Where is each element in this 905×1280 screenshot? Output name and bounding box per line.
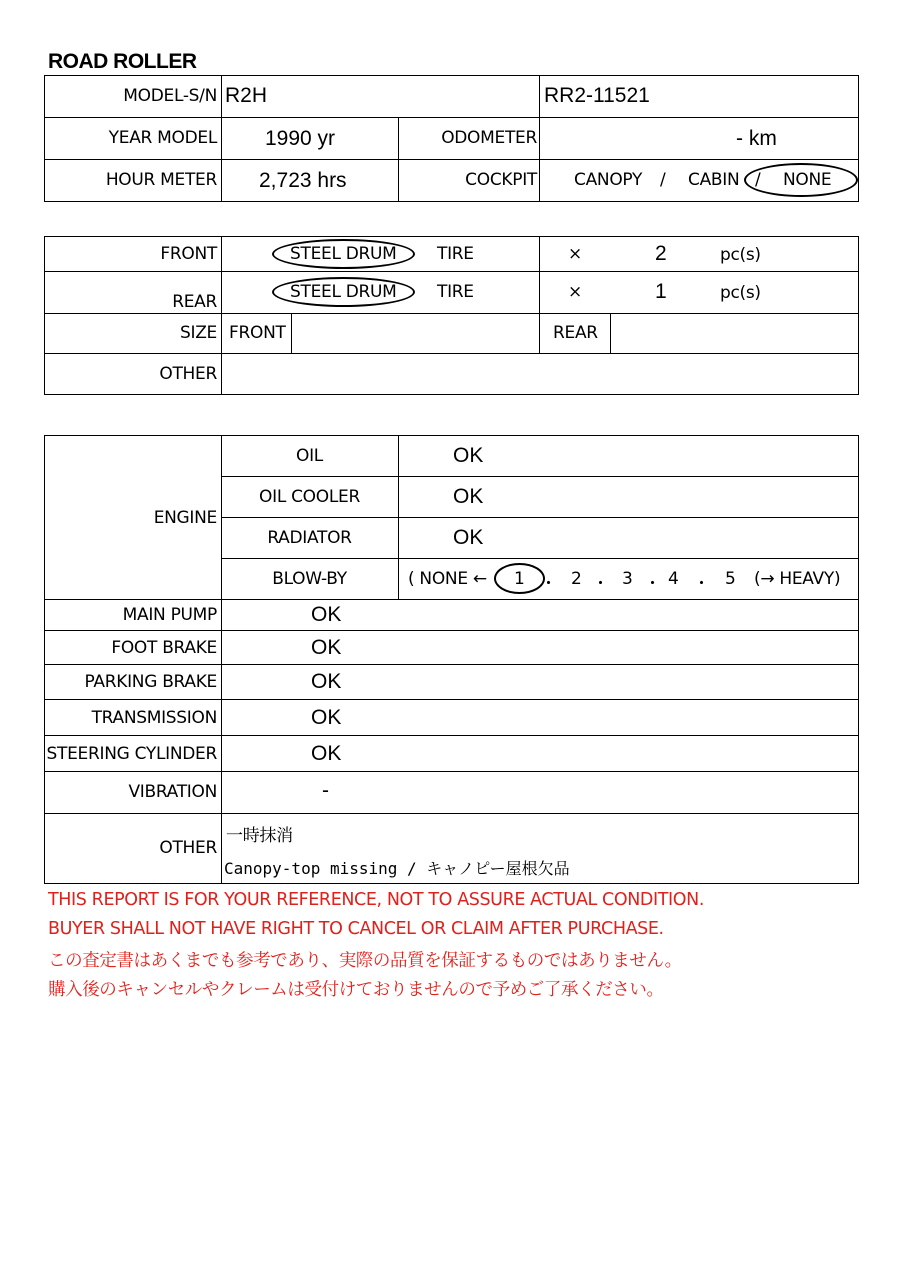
disclaimer-line-3: この査定書はあくまでも参考であり、実際の品質を保証するものではありません。 bbox=[48, 951, 682, 971]
front-times: × bbox=[568, 244, 582, 264]
wheels-other-label: OTHER bbox=[159, 364, 217, 384]
blowby-none: ( NONE ← bbox=[408, 569, 487, 589]
disclaimer-line-1: THIS REPORT IS FOR YOUR REFERENCE, NOT TO ASSURE ACTUAL CONDITION. bbox=[48, 890, 705, 910]
inspection-table bbox=[44, 435, 859, 884]
cockpit-separator: / bbox=[755, 170, 761, 190]
rear-label: REAR bbox=[172, 292, 217, 312]
hour-meter-value: 2,723 hrs bbox=[259, 169, 347, 192]
cockpit-option-canopy: CANOPY bbox=[574, 170, 643, 190]
steering-cylinder-value: OK bbox=[311, 742, 342, 765]
transmission-value: OK bbox=[311, 706, 342, 729]
radiator-label: RADIATOR bbox=[267, 528, 352, 548]
blowby-sep: ・ bbox=[540, 574, 557, 594]
oil-value: OK bbox=[453, 444, 484, 467]
rear-tire-label: TIRE bbox=[437, 282, 474, 302]
year-model-value: 1990 yr bbox=[265, 127, 336, 150]
disclaimer-line-2: BUYER SHALL NOT HAVE RIGHT TO CANCEL OR CLAIM AFTER PURCHASE. bbox=[48, 919, 664, 939]
report-title: ROAD ROLLER bbox=[48, 50, 197, 73]
oil-cooler-value: OK bbox=[453, 485, 484, 508]
model-value: R2H bbox=[225, 84, 268, 107]
blowby-sep: ・ bbox=[592, 574, 609, 594]
cockpit-option-cabin: CABIN bbox=[688, 170, 740, 190]
blowby-level-3: 3 bbox=[622, 569, 633, 589]
oil-cooler-label: OIL COOLER bbox=[259, 487, 360, 507]
cockpit-option-none: NONE bbox=[783, 170, 832, 190]
main-pump-label: MAIN PUMP bbox=[122, 605, 217, 625]
size-rear-label: REAR bbox=[553, 323, 598, 343]
front-unit: pc(s) bbox=[720, 245, 761, 265]
inspection-other-label: OTHER bbox=[159, 838, 217, 858]
engine-label: ENGINE bbox=[153, 508, 217, 528]
cockpit-selected-circle bbox=[744, 163, 858, 197]
radiator-value: OK bbox=[453, 526, 484, 549]
size-front-label: FRONT bbox=[229, 323, 286, 343]
front-type: STEEL DRUM bbox=[290, 244, 397, 264]
foot-brake-value: OK bbox=[311, 636, 342, 659]
cockpit-label: COCKPIT bbox=[465, 170, 537, 190]
rear-unit: pc(s) bbox=[720, 283, 761, 303]
front-type-circle bbox=[272, 239, 415, 269]
blowby-label: BLOW-BY bbox=[272, 569, 347, 589]
rear-times: × bbox=[568, 282, 582, 302]
rear-type: STEEL DRUM bbox=[290, 282, 397, 302]
blowby-sep: ・ bbox=[644, 574, 661, 594]
blowby-level-4: 4 bbox=[668, 569, 679, 589]
odometer-label: ODOMETER bbox=[441, 128, 537, 148]
cockpit-separator: / bbox=[660, 170, 666, 190]
year-model-label: YEAR MODEL bbox=[108, 128, 217, 148]
blowby-sep: ・ bbox=[693, 574, 710, 594]
steering-cylinder-label: STEERING CYLINDER bbox=[46, 744, 217, 764]
serial-value: RR2-11521 bbox=[544, 84, 650, 107]
transmission-label: TRANSMISSION bbox=[91, 708, 217, 728]
front-label: FRONT bbox=[160, 244, 217, 264]
vibration-value: - bbox=[322, 779, 329, 802]
front-tire-label: TIRE bbox=[437, 244, 474, 264]
blowby-level-2: 2 bbox=[571, 569, 582, 589]
inspection-other-line2: Canopy-top missing / キャノピー屋根欠品 bbox=[224, 859, 570, 878]
blowby-level-1: 1 bbox=[514, 569, 525, 589]
parking-brake-value: OK bbox=[311, 670, 342, 693]
rear-type-circle bbox=[272, 277, 415, 307]
oil-label: OIL bbox=[296, 446, 323, 466]
disclaimer-line-4: 購入後のキャンセルやクレームは受付けておりませんので予めご了承ください。 bbox=[48, 980, 664, 1000]
vibration-label: VIBRATION bbox=[128, 782, 217, 802]
model-sn-label: MODEL-S/N bbox=[123, 86, 217, 106]
rear-count: 1 bbox=[655, 280, 667, 303]
odometer-value: - km bbox=[736, 127, 777, 150]
front-count: 2 bbox=[655, 242, 667, 265]
blowby-heavy: (→ HEAVY) bbox=[754, 569, 841, 589]
foot-brake-label: FOOT BRAKE bbox=[111, 638, 217, 658]
size-label: SIZE bbox=[180, 323, 217, 343]
inspection-other-line1: 一時抹消 bbox=[226, 826, 293, 846]
blowby-selected-circle bbox=[494, 563, 545, 594]
hour-meter-label: HOUR METER bbox=[105, 170, 217, 190]
main-pump-value: OK bbox=[311, 603, 342, 626]
parking-brake-label: PARKING BRAKE bbox=[84, 672, 217, 692]
blowby-level-5: 5 bbox=[725, 569, 736, 589]
